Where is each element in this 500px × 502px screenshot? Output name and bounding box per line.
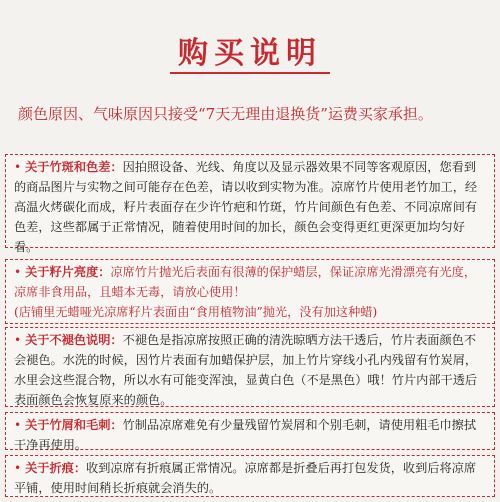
section-body: 收到凉席有折痕属正常情况。凉席都是折叠后再打包发货，收到后将凉席平铺，使用时间稍长折痕就会消失的。 [14, 461, 477, 495]
section-no-fade [5, 327, 495, 407]
bullet-icon: • [14, 461, 22, 475]
section-heading: 关于竹屑和毛刺： [25, 418, 123, 432]
section-brightness [5, 259, 495, 324]
section-heading: 关于折痕： [25, 461, 87, 475]
title-underline [170, 72, 330, 74]
section-body: 因拍照设备、光线、角度以及显示器效果不同等客观原因，您看到的商品图片与实物之间可能存在色差，请以收到实物为准。凉席竹片使用老竹加工，经高温火烤碳化而成，籽片表面存在少许竹疤和竹斑，竹片间颜色有色差、不同凉席间有色差，这些都属于正常情况，随着使用时间的加长，颜色会变得更红更深更加均匀好看。 [14, 160, 478, 254]
section-note: (店铺里无蜡哑光凉席籽片表面由“食用植物油”抛光，没有加这种蜡) [14, 305, 378, 319]
page-title: 购买说明 [178, 36, 322, 71]
section-creases [5, 455, 495, 497]
section-heading: 关于籽片亮度： [25, 265, 111, 279]
bullet-icon: • [14, 265, 22, 279]
section-body: 不褪色是指凉席按照正确的清洗晾晒方法干透后，竹片表面颜色不会褪色。水洗的时候，因竹片表面有加蜡保护层，加上竹片穿线小孔内残留有竹炭屑，水里会这些混合物，所以水有可能变浑浊，显黄白色（不是黑色）哦！竹片内部干透后表面颜色会恢复原来的颜色。 [14, 333, 478, 407]
section-heading: 关于不褪色说明： [25, 333, 123, 347]
section-body: 竹制品凉席难免有少量残留竹炭屑和个别毛刺，请使用粗毛巾擦拭干净再使用。 [14, 418, 477, 452]
section-body: 凉席竹片抛光后表面有很薄的保护蜡层，保证凉席光滑漂亮有光度，凉席非食用品，且蜡本无毒，请放心使用！ [14, 265, 477, 299]
section-color-difference [5, 154, 495, 254]
intro-text: 颜色原因、气味原因只接受“7天无理由退换货”运费买家承担。 [18, 105, 433, 123]
title-area [0, 0, 500, 82]
bullet-icon: • [14, 333, 22, 347]
section-heading: 关于竹斑和色差： [25, 160, 123, 174]
section-bamboo-debris [5, 412, 495, 450]
bullet-icon: • [14, 160, 22, 174]
bullet-icon: • [14, 418, 22, 432]
